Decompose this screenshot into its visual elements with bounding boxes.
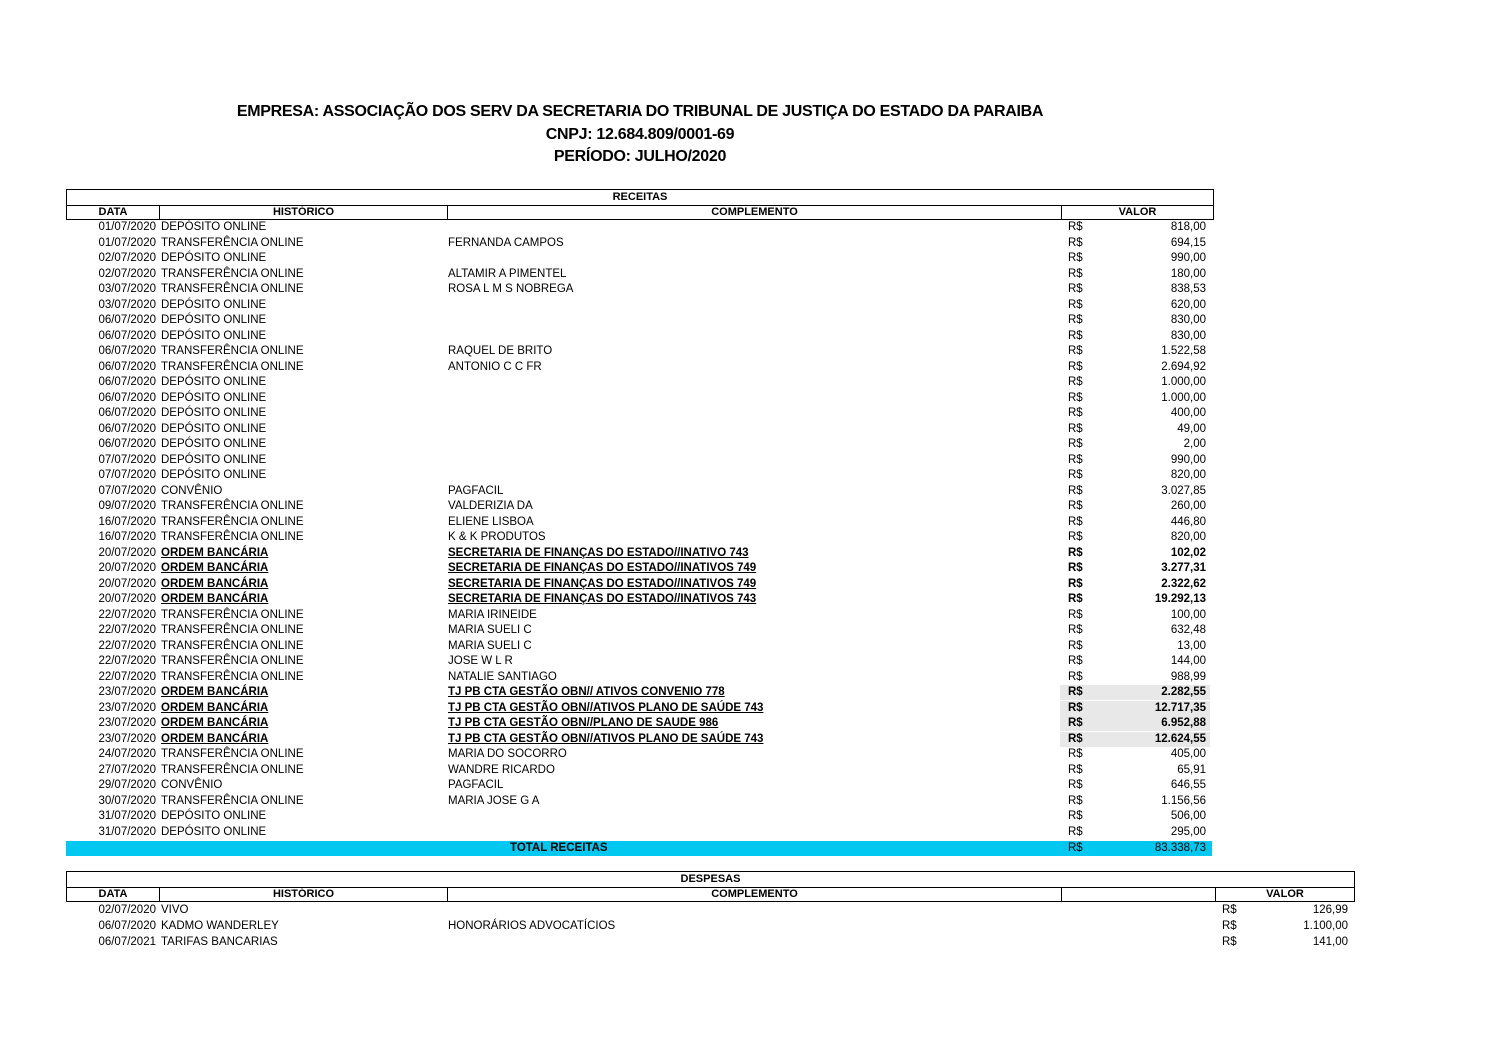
cell-historico: VIVO xyxy=(161,904,189,916)
cell-data: 20/07/2020 xyxy=(98,577,156,590)
cell-historico: TRANSFERÊNCIA ONLINE xyxy=(161,655,304,667)
table-row xyxy=(66,236,1214,251)
cell-valor: 180,00 xyxy=(1170,267,1206,280)
table-row xyxy=(66,809,1214,824)
cell-complemento: WANDRE RICARDO xyxy=(448,763,555,776)
table-row xyxy=(66,515,1214,530)
table-row xyxy=(66,903,1355,918)
cell-data: 30/07/2020 xyxy=(98,794,156,807)
cell-valor: 830,00 xyxy=(1170,329,1206,342)
cell-data: 03/07/2020 xyxy=(98,298,156,311)
cell-complemento: PAGFACIL xyxy=(448,484,504,497)
table-row xyxy=(66,251,1214,266)
cell-currency: R$ xyxy=(1068,283,1083,295)
table-row xyxy=(66,716,1214,731)
table-row xyxy=(66,654,1214,669)
cell-currency: R$ xyxy=(1068,810,1083,822)
cell-valor: 1.156,56 xyxy=(1161,794,1206,807)
cell-complemento: ANTONIO C C FR xyxy=(448,360,542,373)
cell-valor: 102,02 xyxy=(1170,546,1206,559)
table-row xyxy=(66,763,1214,778)
cell-historico: TRANSFERÊNCIA ONLINE xyxy=(161,794,304,807)
col-complemento: COMPLEMENTO xyxy=(447,887,1061,901)
cell-currency: R$ xyxy=(1068,624,1083,636)
cell-complemento: MARIA DO SOCORRO xyxy=(448,748,567,760)
cell-valor: 1.522,58 xyxy=(1161,345,1206,357)
cell-complemento: NATALIE SANTIAGO xyxy=(448,670,557,683)
cell-complemento: TJ PB CTA GESTÃO OBN//ATIVOS PLANO DE SAÚDE 743 xyxy=(448,701,764,714)
cell-historico: ORDEM BANCÁRIA xyxy=(161,732,269,745)
cell-complemento: K & K PRODUTOS xyxy=(448,531,546,543)
cell-valor: 141,00 xyxy=(1312,936,1348,948)
cell-currency: R$ xyxy=(1068,717,1083,729)
cell-valor: 3.277,31 xyxy=(1161,562,1206,574)
table-row xyxy=(66,437,1214,452)
table-row xyxy=(66,608,1214,623)
cell-currency: R$ xyxy=(1068,391,1083,404)
cell-data: 23/07/2020 xyxy=(98,717,156,729)
despesas-rows xyxy=(66,903,1355,953)
cell-data: 20/07/2020 xyxy=(98,593,156,605)
table-row xyxy=(66,220,1214,235)
cell-data: 27/07/2020 xyxy=(98,763,156,776)
receitas-rows xyxy=(66,220,1214,840)
cell-historico: DEPÓSITO ONLINE xyxy=(161,469,267,481)
cell-currency: R$ xyxy=(1222,904,1237,916)
col-data: DATA xyxy=(98,206,128,218)
cell-valor: 260,00 xyxy=(1170,500,1206,512)
despesas-title: DESPESAS xyxy=(66,871,1355,888)
cell-data: 07/07/2020 xyxy=(98,469,156,481)
cell-valor: 19.292,13 xyxy=(1154,593,1206,605)
table-row xyxy=(66,794,1214,809)
cell-historico: DEPÓSITO ONLINE xyxy=(161,453,267,466)
table-row xyxy=(66,406,1214,421)
cell-complemento: FERNANDA CAMPOS xyxy=(448,236,564,249)
cell-complemento: MARIA JOSE G A xyxy=(448,794,540,807)
cell-currency: R$ xyxy=(1068,515,1083,528)
cell-historico: TRANSFERÊNCIA ONLINE xyxy=(161,639,304,652)
cell-currency: R$ xyxy=(1068,438,1083,450)
cell-data: 29/07/2020 xyxy=(98,779,156,791)
cell-historico: TRANSFERÊNCIA ONLINE xyxy=(161,283,304,295)
cell-currency: R$ xyxy=(1068,593,1083,605)
cell-complemento: ALTAMIR A PIMENTEL xyxy=(448,267,567,280)
col-valor: VALOR xyxy=(1061,205,1213,219)
cell-currency: R$ xyxy=(1068,469,1083,481)
cell-valor: 632,48 xyxy=(1170,624,1206,636)
cell-valor: 694,15 xyxy=(1170,236,1206,249)
table-row xyxy=(66,422,1214,437)
cell-data: 23/07/2020 xyxy=(98,732,156,745)
col-blank xyxy=(1061,887,1215,901)
cell-currency: R$ xyxy=(1068,732,1083,745)
receitas-title: RECEITAS xyxy=(66,189,1214,206)
cell-data: 06/07/2020 xyxy=(98,407,156,419)
table-row xyxy=(66,732,1214,747)
col-historico: HISTÓRICO xyxy=(159,205,447,219)
cell-currency: R$ xyxy=(1068,345,1083,357)
cell-data: 20/07/2020 xyxy=(98,562,156,574)
cell-data: 02/07/2020 xyxy=(98,904,156,916)
cell-currency: R$ xyxy=(1222,920,1237,932)
total-label: TOTAL RECEITAS xyxy=(510,842,608,854)
cell-data: 06/07/2020 xyxy=(98,391,156,404)
table-row xyxy=(66,468,1214,483)
col-valor: VALOR xyxy=(1215,887,1354,901)
cell-data: 31/07/2020 xyxy=(98,825,156,838)
cell-currency: R$ xyxy=(1068,407,1083,419)
cell-valor: 646,55 xyxy=(1170,779,1206,791)
cell-data: 06/07/2020 xyxy=(98,438,156,450)
cell-currency: R$ xyxy=(1068,577,1083,590)
cell-historico: CONVÊNIO xyxy=(161,484,223,497)
cell-historico: TRANSFERÊNCIA ONLINE xyxy=(161,624,304,636)
cell-data: 09/07/2020 xyxy=(98,500,156,512)
cell-currency: R$ xyxy=(1068,763,1083,776)
cell-valor: 1.100,00 xyxy=(1303,920,1348,932)
cell-data: 31/07/2020 xyxy=(98,810,156,822)
cell-historico: TARIFAS BANCARIAS xyxy=(161,936,278,948)
cell-historico: DEPÓSITO ONLINE xyxy=(161,438,267,450)
total-currency: R$ xyxy=(1068,842,1083,854)
cell-data: 23/07/2020 xyxy=(98,686,156,698)
cell-currency: R$ xyxy=(1068,376,1083,388)
cell-valor: 2,00 xyxy=(1183,438,1206,450)
cell-historico: DEPÓSITO ONLINE xyxy=(161,810,267,822)
cell-valor: 820,00 xyxy=(1170,469,1206,481)
cell-valor: 988,99 xyxy=(1170,670,1206,683)
cell-currency: R$ xyxy=(1068,236,1083,249)
cell-currency: R$ xyxy=(1068,608,1083,621)
cell-historico: TRANSFERÊNCIA ONLINE xyxy=(161,763,304,776)
col-complemento: COMPLEMENTO xyxy=(447,205,1061,219)
table-row xyxy=(66,530,1214,545)
cell-data: 06/07/2020 xyxy=(98,920,156,932)
cell-data: 16/07/2020 xyxy=(98,531,156,543)
table-row xyxy=(66,329,1214,344)
table-row xyxy=(66,298,1214,313)
cell-valor: 100,00 xyxy=(1170,608,1206,621)
cell-currency: R$ xyxy=(1068,298,1083,311)
cell-historico: ORDEM BANCÁRIA xyxy=(161,546,269,559)
cell-currency: R$ xyxy=(1068,314,1083,326)
cell-complemento: ELIENE LISBOA xyxy=(448,515,534,528)
cell-currency: R$ xyxy=(1068,422,1083,435)
table-row xyxy=(66,577,1214,592)
cell-historico: DEPÓSITO ONLINE xyxy=(161,314,267,326)
cell-data: 22/07/2020 xyxy=(98,670,156,683)
cell-currency: R$ xyxy=(1068,329,1083,342)
cell-data: 07/07/2020 xyxy=(98,453,156,466)
cell-historico: DEPÓSITO ONLINE xyxy=(161,407,267,419)
cell-historico: DEPÓSITO ONLINE xyxy=(161,422,267,435)
table-row xyxy=(66,623,1214,638)
cell-complemento: SECRETARIA DE FINANÇAS DO ESTADO//INATIVOS 749 xyxy=(448,577,757,590)
cell-data: 16/07/2020 xyxy=(98,515,156,528)
cell-historico: ORDEM BANCÁRIA xyxy=(161,593,269,605)
cell-valor: 12.717,35 xyxy=(1154,701,1206,714)
table-row xyxy=(66,778,1214,793)
cell-data: 01/07/2020 xyxy=(98,221,156,233)
cell-valor: 144,00 xyxy=(1170,655,1206,667)
cell-valor: 295,00 xyxy=(1170,825,1206,838)
cell-complemento: ROSA L M S NOBREGA xyxy=(448,283,574,295)
cell-currency: R$ xyxy=(1068,639,1083,652)
cell-data: 07/07/2020 xyxy=(98,484,156,497)
cell-historico: ORDEM BANCÁRIA xyxy=(161,562,269,574)
table-row xyxy=(66,639,1214,654)
cell-valor: 1.000,00 xyxy=(1161,376,1206,388)
cell-historico: CONVÊNIO xyxy=(161,779,223,791)
col-data: DATA xyxy=(98,888,128,900)
cell-valor: 126,99 xyxy=(1312,904,1348,916)
period: PERÍODO: JULHO/2020 xyxy=(553,148,727,165)
cell-currency: R$ xyxy=(1068,562,1083,574)
table-row xyxy=(66,499,1214,514)
cell-complemento: TJ PB CTA GESTÃO OBN//ATIVOS PLANO DE SAÚDE 743 xyxy=(448,732,764,745)
cell-valor: 1.000,00 xyxy=(1161,391,1206,404)
table-row xyxy=(66,282,1214,297)
cell-currency: R$ xyxy=(1068,825,1083,838)
cell-valor: 2.322,62 xyxy=(1161,577,1206,590)
total-value: 83.338,73 xyxy=(1154,842,1206,854)
cell-valor: 6.952,88 xyxy=(1161,717,1206,729)
cell-currency: R$ xyxy=(1068,794,1083,807)
cell-historico: ORDEM BANCÁRIA xyxy=(161,686,269,698)
cell-valor: 506,00 xyxy=(1170,810,1206,822)
cell-historico: TRANSFERÊNCIA ONLINE xyxy=(161,360,304,373)
cell-currency: R$ xyxy=(1068,779,1083,791)
cell-historico: TRANSFERÊNCIA ONLINE xyxy=(161,608,304,621)
cell-data: 01/07/2020 xyxy=(98,236,156,249)
cell-data: 22/07/2020 xyxy=(98,624,156,636)
cell-historico: DEPÓSITO ONLINE xyxy=(161,252,267,264)
table-row xyxy=(66,592,1214,607)
table-row xyxy=(66,375,1214,390)
cell-valor: 990,00 xyxy=(1170,453,1206,466)
cell-historico: KADMO WANDERLEY xyxy=(161,920,279,932)
cell-data: 06/07/2020 xyxy=(98,314,156,326)
cell-valor: 820,00 xyxy=(1170,531,1206,543)
cell-data: 03/07/2020 xyxy=(98,283,156,295)
table-row xyxy=(66,747,1214,762)
receitas-column-header xyxy=(66,205,1214,220)
cell-valor: 2.282,55 xyxy=(1161,686,1206,698)
cell-complemento: SECRETARIA DE FINANÇAS DO ESTADO//INATIVO 743 xyxy=(448,546,749,559)
table-row xyxy=(66,391,1214,406)
table-row xyxy=(66,670,1214,685)
cell-complemento: HONORÁRIOS ADVOCATÍCIOS xyxy=(448,920,616,932)
cell-currency: R$ xyxy=(1068,531,1083,543)
table-row xyxy=(66,825,1214,840)
cell-currency: R$ xyxy=(1068,221,1083,233)
cell-historico: DEPÓSITO ONLINE xyxy=(161,376,267,388)
cell-complemento: PAGFACIL xyxy=(448,779,504,791)
cell-data: 02/07/2020 xyxy=(98,267,156,280)
cell-currency: R$ xyxy=(1068,267,1083,280)
company-name: EMPRESA: ASSOCIAÇÃO DOS SERV DA SECRETARIA DO TRIBUNAL DE JUSTIÇA DO ESTADO DA PARAIBA xyxy=(236,103,1044,120)
cell-valor: 49,00 xyxy=(1177,422,1206,435)
cell-historico: TRANSFERÊNCIA ONLINE xyxy=(161,345,304,357)
col-historico: HISTÓRICO xyxy=(159,887,447,901)
cell-data: 22/07/2020 xyxy=(98,608,156,621)
total-receitas-row xyxy=(66,841,1212,856)
cell-valor: 405,00 xyxy=(1170,748,1206,760)
table-row xyxy=(66,484,1214,499)
cell-data: 20/07/2020 xyxy=(98,546,156,559)
cell-currency: R$ xyxy=(1068,701,1083,714)
cell-data: 06/07/2020 xyxy=(98,376,156,388)
cell-data: 06/07/2020 xyxy=(98,360,156,373)
cell-currency: R$ xyxy=(1222,936,1237,948)
cell-data: 06/07/2021 xyxy=(98,936,156,948)
cell-complemento: SECRETARIA DE FINANÇAS DO ESTADO//INATIVOS 749 xyxy=(448,562,757,574)
cell-historico: TRANSFERÊNCIA ONLINE xyxy=(161,236,304,249)
table-row xyxy=(66,561,1214,576)
cell-historico: DEPÓSITO ONLINE xyxy=(161,825,267,838)
cell-valor: 65,91 xyxy=(1177,763,1206,776)
cell-complemento: RAQUEL DE BRITO xyxy=(448,345,553,357)
cell-currency: R$ xyxy=(1068,655,1083,667)
cell-currency: R$ xyxy=(1068,453,1083,466)
table-row xyxy=(66,685,1214,700)
cell-valor: 620,00 xyxy=(1170,298,1206,311)
table-row xyxy=(66,546,1214,561)
table-row xyxy=(66,360,1214,375)
cell-historico: TRANSFERÊNCIA ONLINE xyxy=(161,500,304,512)
cell-currency: R$ xyxy=(1068,252,1083,264)
cell-historico: DEPÓSITO ONLINE xyxy=(161,329,267,342)
cell-data: 23/07/2020 xyxy=(98,701,156,714)
table-row xyxy=(66,701,1214,716)
cell-data: 06/07/2020 xyxy=(98,345,156,357)
cell-valor: 830,00 xyxy=(1170,314,1206,326)
cell-complemento: TJ PB CTA GESTÃO OBN//PLANO DE SAUDE 986 xyxy=(448,717,719,729)
cell-historico: ORDEM BANCÁRIA xyxy=(161,701,269,714)
cell-currency: R$ xyxy=(1068,484,1083,497)
cell-data: 22/07/2020 xyxy=(98,655,156,667)
table-row xyxy=(66,313,1214,328)
cell-currency: R$ xyxy=(1068,686,1083,698)
cell-historico: DEPÓSITO ONLINE xyxy=(161,298,267,311)
cell-historico: TRANSFERÊNCIA ONLINE xyxy=(161,670,304,683)
cell-currency: R$ xyxy=(1068,748,1083,760)
cell-data: 22/07/2020 xyxy=(98,639,156,652)
table-row xyxy=(66,935,1355,950)
cell-complemento: SECRETARIA DE FINANÇAS DO ESTADO//INATIVOS 743 xyxy=(448,593,757,605)
cell-complemento: MARIA SUELI C xyxy=(448,639,532,652)
cell-valor: 2.694,92 xyxy=(1161,360,1206,373)
cell-data: 06/07/2020 xyxy=(98,422,156,435)
cell-complemento: JOSE W L R xyxy=(448,655,513,667)
cell-historico: DEPÓSITO ONLINE xyxy=(161,391,267,404)
cell-historico: ORDEM BANCÁRIA xyxy=(161,577,269,590)
cell-historico: TRANSFERÊNCIA ONLINE xyxy=(161,531,304,543)
despesas-column-header xyxy=(66,887,1355,902)
cell-historico: DEPÓSITO ONLINE xyxy=(161,221,267,233)
cell-valor: 400,00 xyxy=(1170,407,1206,419)
cell-data: 06/07/2020 xyxy=(98,329,156,342)
cell-valor: 13,00 xyxy=(1177,639,1206,652)
cell-complemento: MARIA IRINEIDE xyxy=(448,608,537,621)
cell-currency: R$ xyxy=(1068,500,1083,512)
cell-historico: ORDEM BANCÁRIA xyxy=(161,717,269,729)
cell-complemento: TJ PB CTA GESTÃO OBN// ATIVOS CONVENIO 778 xyxy=(448,686,725,698)
cell-valor: 12.624,55 xyxy=(1154,732,1206,745)
cell-historico: TRANSFERÊNCIA ONLINE xyxy=(161,267,304,280)
cell-currency: R$ xyxy=(1068,546,1083,559)
cell-historico: TRANSFERÊNCIA ONLINE xyxy=(161,748,304,760)
cell-data: 02/07/2020 xyxy=(98,252,156,264)
cell-currency: R$ xyxy=(1068,360,1083,373)
cell-complemento: MARIA SUELI C xyxy=(448,624,532,636)
cell-valor: 838,53 xyxy=(1170,283,1206,295)
cell-valor: 990,00 xyxy=(1170,252,1206,264)
table-row xyxy=(66,267,1214,282)
cell-data: 24/07/2020 xyxy=(98,748,156,760)
table-row xyxy=(66,453,1214,468)
cell-currency: R$ xyxy=(1068,670,1083,683)
cell-historico: TRANSFERÊNCIA ONLINE xyxy=(161,515,304,528)
cell-valor: 446,80 xyxy=(1170,515,1206,528)
table-row xyxy=(66,344,1214,359)
cell-valor: 3.027,85 xyxy=(1161,484,1206,497)
cell-complemento: VALDERIZIA DA xyxy=(448,500,533,512)
table-row xyxy=(66,919,1355,934)
cnpj: CNPJ: 12.684.809/0001-69 xyxy=(545,126,735,143)
cell-valor: 818,00 xyxy=(1170,221,1206,233)
